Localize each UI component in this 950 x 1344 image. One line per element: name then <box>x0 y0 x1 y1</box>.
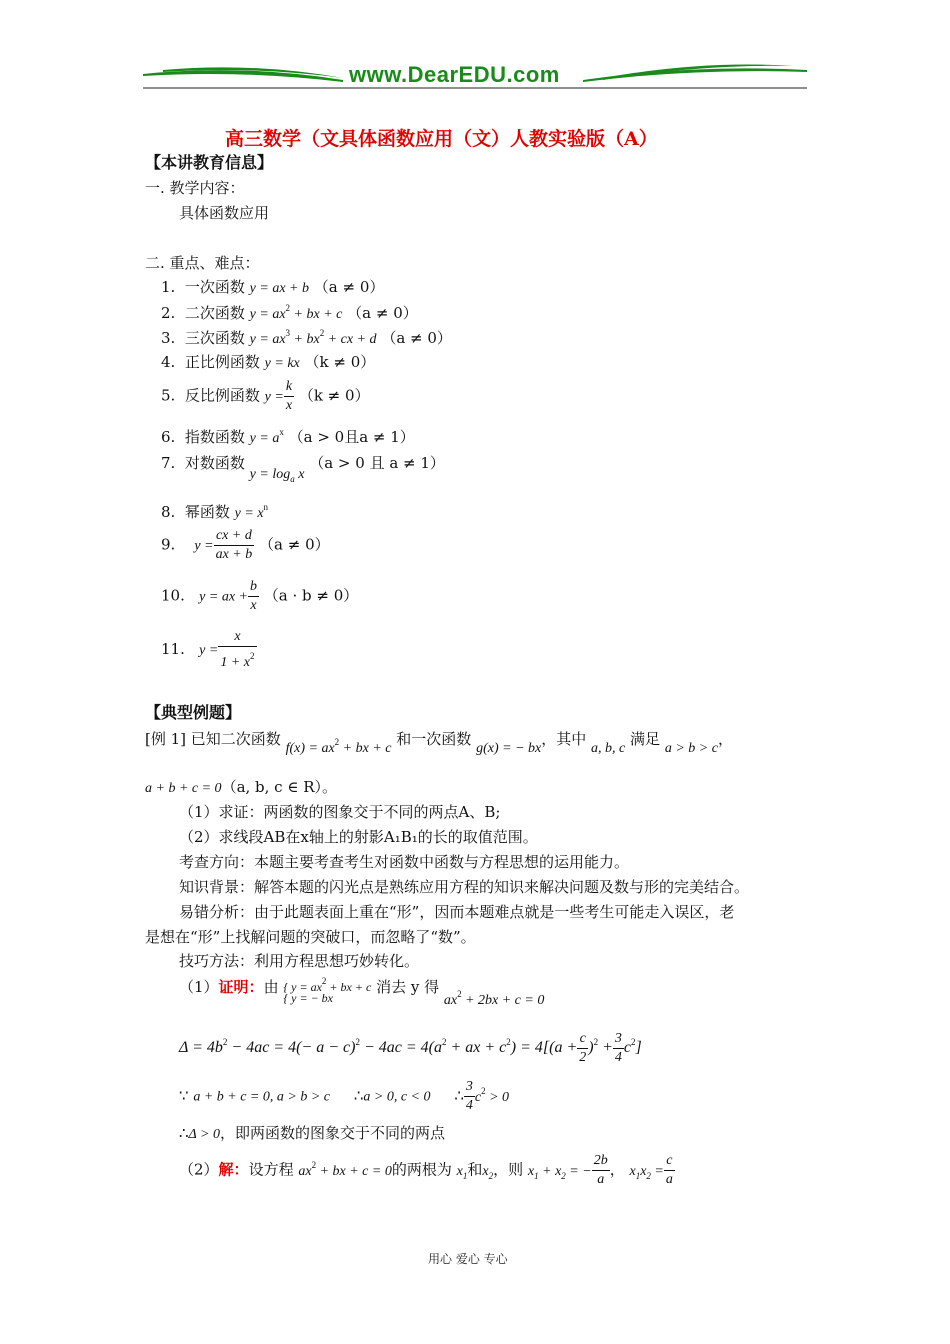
func-item-11: 11. y = $\frac{x}{1 + x^2}$ <box>161 629 255 670</box>
formula-hook: $\frac{b}{x}$ <box>250 579 257 613</box>
formula-power: $y = x^n$ <box>234 502 269 521</box>
func-item-9: 9. y = $\frac{cx + d}{ax + b}$ （a ≠ 0） <box>161 528 330 562</box>
header-logo <box>143 62 807 92</box>
example1-q2: （2）求线段AB在x轴上的射影A₁B₁的长的取值范围。 <box>179 828 538 846</box>
example1-background: 知识背景：解答本题的闪光点是熟练应用方程的知识来解决问题及数与形的完美结合。 <box>179 878 750 896</box>
section1-text: 具体函数应用 <box>179 204 270 222</box>
proof-line: （1）证明：由 { $y = ax^2$ + bx + c { y = − bx 消去 y 得 $ax^2 + 2bx + c = 0$ <box>179 976 545 1008</box>
logo-text: www.DearEDU.com <box>349 62 560 87</box>
formula-cubic: $y = ax^3 + bx^2$ + cx + d <box>249 328 377 347</box>
func-item-8: 8. 幂函数 $y = x^n$ <box>161 502 269 521</box>
page-footer: 用心 爱心 专心 <box>428 1252 508 1266</box>
formula-exponential: $y = a^x$ <box>249 427 284 446</box>
func-item-3: 3. 三次函数 $y = ax^3 + bx^2$ + cx + d （a ≠ 0） <box>161 328 452 347</box>
example1-error-a: 易错分析：由于此题表面上重在“形”，因而本题难点就是一些考生可能走入误区，老 <box>179 903 735 921</box>
example1-statement: [例 1] 已知二次函数 $f(x) = ax^2$ + bx + c 和一次函数 g(x) = − bx，其中 a, b, c 满足 a > b > c， <box>145 730 733 756</box>
func-item-5: 5. 反比例函数 y = $\frac{k}{x}$ （k ≠ 0） <box>161 379 370 413</box>
example1-error-b: 是想在“形”上找解问题的突破口，而忽略了“数”。 <box>145 928 476 946</box>
formula-log: $y = \log_a x$ <box>249 467 305 484</box>
discriminant-formula: $\Delta = 4b^2 - 4ac = 4(- a - c)^2 - 4ac = 4(a^2$ + ax + $c^2) = 4[(a$ + $\frac{c}{2}$ )$^2$ + $\frac{3}{4}$ $c^2$] <box>179 1031 642 1065</box>
formula-linear: y = ax + b <box>249 281 309 296</box>
func-item-7: 7. 对数函数 $y = \log_a x$ （a > 0 且 a ≠ 1） <box>161 454 445 484</box>
formula-x-over: $\frac{x}{1 + x^2}$ <box>220 629 255 670</box>
conclusion-line: ∴Δ > 0，即两函数的图象交于不同的两点 <box>179 1124 445 1142</box>
func-item-6: 6. 指数函数 $y = a^x$ （a > 0且a ≠ 1） <box>161 427 415 446</box>
formula-quadratic: $y = ax^2$ + bx + c <box>249 303 343 322</box>
example1-condition: a + b + c = 0（a, b, c ∈ R）。 <box>145 778 338 796</box>
formula-rational: $\frac{cx + d}{ax + b}$ <box>215 528 253 562</box>
example1-technique: 技巧方法：利用方程思想巧妙转化。 <box>179 952 420 970</box>
section1-label: 一. 教学内容： <box>145 179 245 197</box>
example1-direction: 考查方向：本题主要考查考生对函数中函数与方程思想的运用能力。 <box>179 853 630 871</box>
func-item-10: 10. y = ax + $\frac{b}{x}$ （a · b ≠ 0） <box>161 579 359 613</box>
since-line: ∵ a + b + c = 0, a > b > c ∴a > 0, c < 0 ∴ $\frac{3}{4}$ $c^2 > 0$ <box>179 1079 510 1113</box>
section2-label: 二. 重点、难点： <box>145 254 260 272</box>
page-title: 高三数学（文具体函数应用（文）人教实验版（A） <box>225 128 658 150</box>
example1-q1: （1）求证：两函数的图象交于不同的两点A、B; <box>179 803 501 821</box>
formula-inverse: $\frac{k}{x}$ <box>285 379 293 413</box>
func-item-2: 2. 二次函数 $y = ax^2$ + bx + c （a ≠ 0） <box>161 303 418 322</box>
examples-heading: 【典型例题】 <box>145 703 242 722</box>
func-item-4: 4. 正比例函数 y = kx （k ≠ 0） <box>161 353 376 371</box>
func-item-1: 1. 一次函数 y = ax + b （a ≠ 0） <box>161 278 385 296</box>
formula-proportional: y = kx <box>264 356 300 371</box>
solution-line: （2）解：设方程 $ax^2$ + bx + c = 0的两根为 $x_1$和$x_2$，则 $x_1 + x_2$ = − $\frac{2b}{a}$ ， $x_1x_2$ = $\frac{c}{a}$ <box>179 1153 673 1187</box>
info-heading: 【本讲教育信息】 <box>145 153 274 172</box>
